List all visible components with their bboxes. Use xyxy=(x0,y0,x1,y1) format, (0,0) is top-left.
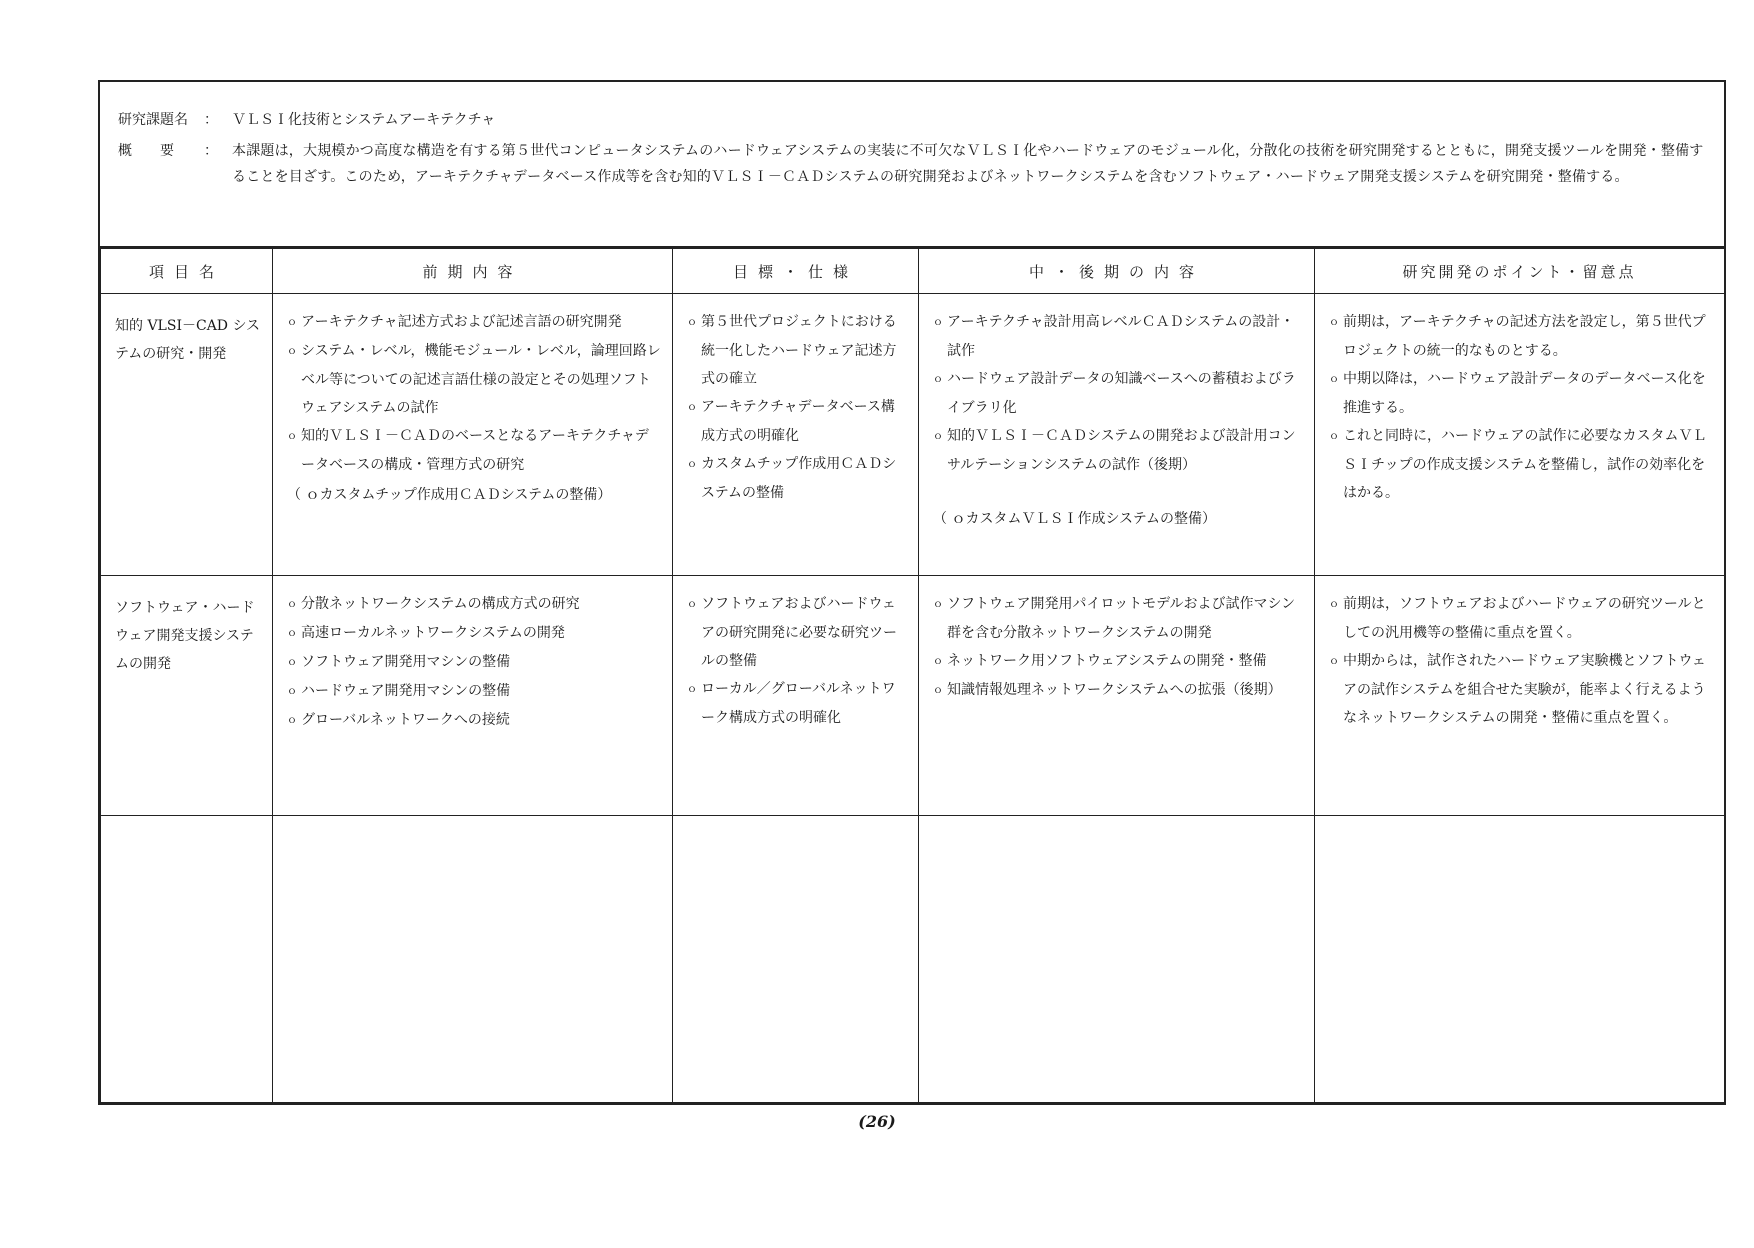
header-row xyxy=(101,249,1725,294)
list-item xyxy=(287,590,662,619)
early-paren-note: （ ｏカスタムチップ作成用ＣＡＤシステムの整備） xyxy=(287,487,612,503)
list-item-text: 高速ローカルネットワークシステムの開発 xyxy=(301,625,565,641)
bullet: ｏ xyxy=(933,374,943,385)
list-item-text: 前期は，ソフトウェアおよびハードウェアの研究ツールとしての汎用機等の整備に重点を置く。 xyxy=(1343,596,1706,641)
bullet: ｏ xyxy=(287,657,297,668)
list-item-text: 中期以降は，ハードウェア設計データのデータベース化を推進する。 xyxy=(1343,371,1706,416)
empty-cell xyxy=(273,816,673,1103)
summary-text: 本課題は，大規模かつ高度な構造を有する第５世代コンピュータシステムのハードウェアシステムの実装に不可欠なＶＬＳＩ化やハードウェアのモジュール化，分散化の技術を研究開発するとともに，開発支援ツールを開発・整備することを目ざす。このため，アーキテクチャデータベース作成等を含む知的ＶＬＳＩ－ＣＡＤシステムの研究開発およびネットワークシステムを含むソフトウェア・ハードウェア開発支援システムを研究開発・整備する。 xyxy=(232,143,1704,185)
later-content-cell xyxy=(919,294,1315,576)
table-row xyxy=(101,294,1725,576)
table-row xyxy=(101,576,1725,816)
later-list xyxy=(933,590,1304,705)
list-item-text: ハードウェア開発用マシンの整備 xyxy=(301,683,511,699)
bullet: ｏ xyxy=(1329,431,1339,442)
bullet: ｏ xyxy=(287,715,297,726)
list-item-text: 第５世代プロジェクトにおける統一化したハードウェア記述方式の確立 xyxy=(701,314,897,387)
goals-list xyxy=(687,590,908,732)
bullet: ｏ xyxy=(933,317,943,328)
list-item xyxy=(933,590,1304,647)
list-item xyxy=(1329,422,1714,507)
content-table xyxy=(100,248,1725,1103)
list-item-text: 中期からは，試作されたハードウェア実験機とソフトウェアの試作システムを組合せた実験が，能率よく行えるようなネットワークシステムの開発・整備に重点を置く。 xyxy=(1343,653,1706,726)
early-content-cell xyxy=(273,294,673,576)
summary-colon: ： xyxy=(204,143,218,159)
points-cell xyxy=(1315,294,1725,576)
item-name: 知的 VLSI－CAD システムの研究・開発 xyxy=(101,294,273,576)
list-item-text: ローカル／グローバルネットワーク構成方式の明確化 xyxy=(701,681,896,726)
list-item-text: ソフトウェア開発用パイロットモデルおよび試作マシン群を含む分散ネットワークシステムの開発 xyxy=(947,596,1296,641)
list-item xyxy=(287,619,662,648)
later-list xyxy=(933,308,1304,479)
bullet: ｏ xyxy=(287,599,297,610)
list-item-text: アーキテクチャデータベース構成方式の明確化 xyxy=(701,399,895,444)
bullet: ｏ xyxy=(1329,374,1339,385)
topic-value: ＶＬＳＩ化技術とシステムアーキテクチャ xyxy=(232,112,496,128)
bullet: ｏ xyxy=(933,656,943,667)
list-item-text: 前期は，アーキテクチャの記述方法を設定し，第５世代プロジェクトの統一的なものとする。 xyxy=(1343,314,1706,359)
list-item xyxy=(933,365,1304,422)
early-content-cell xyxy=(273,576,673,816)
bullet: ｏ xyxy=(1329,656,1339,667)
list-item-text: ネットワーク用ソフトウェアシステムの開発・整備 xyxy=(947,653,1267,669)
bullet: ｏ xyxy=(287,628,297,639)
empty-cell xyxy=(919,816,1315,1103)
list-item xyxy=(1329,308,1714,365)
bullet: ｏ xyxy=(287,317,297,328)
list-item xyxy=(933,676,1304,705)
bullet: ｏ xyxy=(687,599,697,610)
bullet: ｏ xyxy=(687,402,697,413)
list-item-text: 知的ＶＬＳＩ－ＣＡＤのベースとなるアーキテクチャデータベースの構成・管理方式の研究 xyxy=(301,428,649,473)
topic-colon: ： xyxy=(204,112,218,128)
col-header-item: 項目名 xyxy=(101,249,273,294)
header-block xyxy=(100,82,1724,248)
bullet: ｏ xyxy=(1329,317,1339,328)
list-item xyxy=(1329,647,1714,732)
empty-row xyxy=(101,816,1725,1103)
list-item xyxy=(933,647,1304,676)
list-item xyxy=(687,675,908,732)
later-content-cell xyxy=(919,576,1315,816)
list-item xyxy=(287,422,662,479)
points-list xyxy=(1329,308,1714,507)
list-item-text: ソフトウェア開発用マシンの整備 xyxy=(301,654,511,670)
col-header-goals: 目標・仕様 xyxy=(673,249,919,294)
page-number: (26) xyxy=(858,1112,896,1131)
table-frame xyxy=(98,80,1726,1105)
bullet: ｏ xyxy=(933,685,943,696)
bullet: ｏ xyxy=(933,599,943,610)
list-item-text: これと同時に，ハードウェアの試作に必要なカスタムＶＬＳＩチップの作成支援システムを整備し，試作の効率化をはかる。 xyxy=(1343,428,1707,501)
empty-cell xyxy=(101,816,273,1103)
list-item-text: グローバルネットワークへの接続 xyxy=(301,712,510,728)
col-header-points: 研究開発のポイント・留意点 xyxy=(1315,249,1725,294)
list-item-text: 分散ネットワークシステムの構成方式の研究 xyxy=(301,596,580,612)
list-item xyxy=(1329,365,1714,422)
list-item xyxy=(287,337,662,422)
list-item-text: アーキテクチャ設計用高レベルＣＡＤシステムの設計・試作 xyxy=(947,314,1295,359)
list-item xyxy=(287,706,662,735)
early-list xyxy=(287,308,662,479)
list-item xyxy=(933,308,1304,365)
empty-cell xyxy=(673,816,919,1103)
list-item-text: システム・レベル，機能モジュール・レベル，論理回路レベル等についての記述言語仕様の設定とその処理ソフトウェアシステムの試作 xyxy=(301,343,661,416)
list-item xyxy=(687,308,908,393)
points-list xyxy=(1329,590,1714,732)
bullet: ｏ xyxy=(287,686,297,697)
bullet: ｏ xyxy=(687,459,697,470)
list-item-text: ソフトウェアおよびハードウェアの研究開発に必要な研究ツールの整備 xyxy=(701,596,897,669)
list-item xyxy=(287,677,662,706)
topic-label: 研究課題名 xyxy=(118,112,188,128)
bullet: ｏ xyxy=(933,431,943,442)
list-item xyxy=(687,590,908,675)
item-name: ソフトウェア・ハードウェア開発支援システムの開発 xyxy=(101,576,273,816)
goals-list xyxy=(687,308,908,507)
list-item xyxy=(287,308,662,337)
col-header-early: 前期内容 xyxy=(273,249,673,294)
col-header-later: 中・後期の内容 xyxy=(919,249,1315,294)
points-cell xyxy=(1315,576,1725,816)
early-list xyxy=(287,590,662,735)
list-item-text: 知識情報処理ネットワークシステムへの拡張（後期） xyxy=(947,682,1282,698)
bullet: ｏ xyxy=(287,431,297,442)
list-item xyxy=(1329,590,1714,647)
bullet: ｏ xyxy=(287,346,297,357)
list-item xyxy=(287,648,662,677)
summary-label: 概 要 xyxy=(118,143,174,159)
topic-line xyxy=(118,108,495,132)
list-item-text: 知的ＶＬＳＩ－ＣＡＤシステムの開発および設計用コンサルテーションシステムの試作（後期） xyxy=(947,428,1296,473)
goals-cell xyxy=(673,576,919,816)
later-paren-note: （ ｏカスタムＶＬＳＩ作成システムの整備） xyxy=(933,511,1217,527)
summary-line xyxy=(118,138,1708,190)
list-item xyxy=(933,422,1304,479)
goals-cell xyxy=(673,294,919,576)
bullet: ｏ xyxy=(1329,599,1339,610)
list-item xyxy=(687,393,908,450)
bullet: ｏ xyxy=(687,317,697,328)
empty-cell xyxy=(1315,816,1725,1103)
list-item-text: ハードウェア設計データの知識ベースへの蓄積およびライブラリ化 xyxy=(947,371,1296,416)
list-item xyxy=(687,450,908,507)
list-item-text: アーキテクチャ記述方式および記述言語の研究開発 xyxy=(301,314,622,330)
list-item-text: カスタムチップ作成用ＣＡＤシステムの整備 xyxy=(701,456,897,501)
bullet: ｏ xyxy=(687,684,697,695)
